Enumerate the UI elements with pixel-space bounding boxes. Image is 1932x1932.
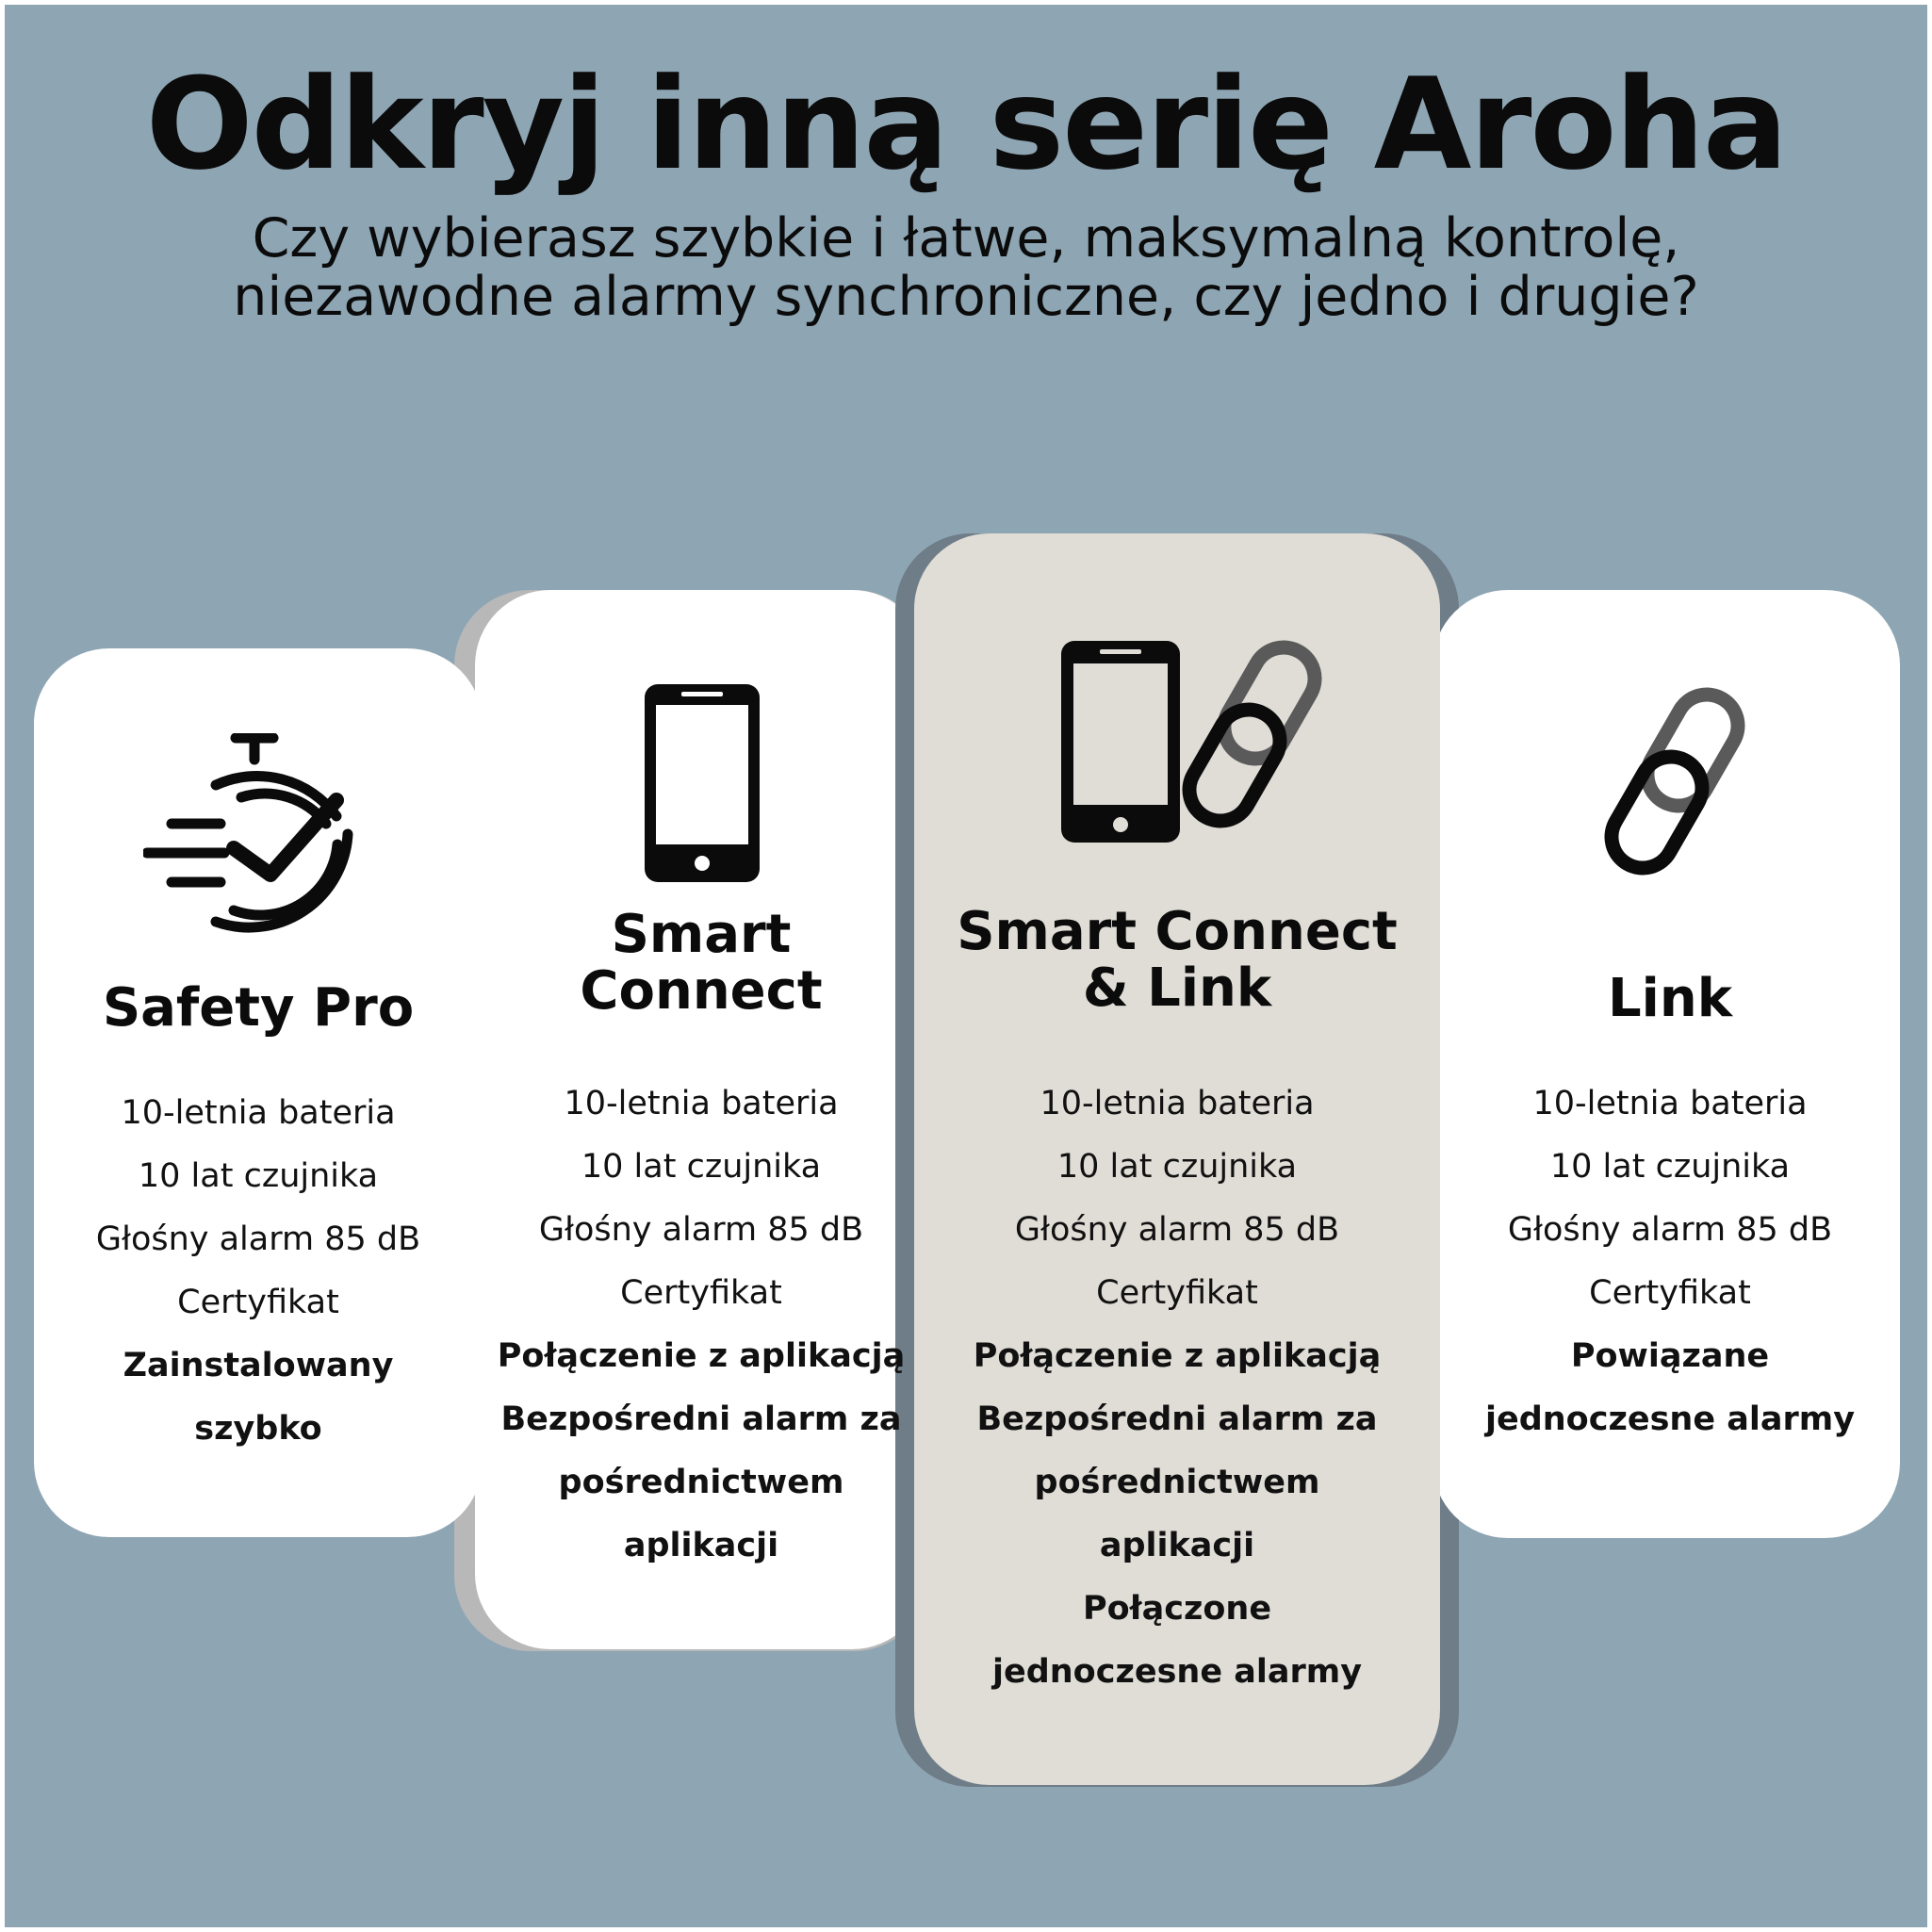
feature-item: aplikacji: [1099, 1527, 1255, 1564]
feature-item: Certyfikat: [177, 1284, 339, 1321]
feature-item: Połączenie z aplikacją: [497, 1337, 906, 1375]
card-title-line: & Link: [1082, 958, 1272, 1019]
feature-item: Głośny alarm 85 dB: [1014, 1211, 1340, 1249]
stopwatch-check-icon: [143, 733, 379, 941]
page-subtitle: [0, 209, 1932, 326]
feature-list-smart-connect: [475, 1072, 927, 1578]
feature-item: 10 lat czujnika: [1549, 1148, 1791, 1186]
page-title: Odkryj inną serię Aroha: [145, 51, 1787, 198]
card-title-line: Smart: [611, 904, 792, 965]
smartphone-link-icon: [1057, 637, 1340, 854]
feature-item: 10-letnia bateria: [564, 1085, 839, 1122]
card-content-safety-pro: [34, 648, 483, 1537]
feature-item: 10-letnia bateria: [1040, 1085, 1315, 1122]
feature-item: 10-letnia bateria: [121, 1094, 396, 1132]
feature-item: Certyfikat: [1096, 1274, 1258, 1312]
card-title-line: Link: [1608, 968, 1732, 1029]
feature-item: Bezpośredni alarm za: [976, 1400, 1378, 1438]
card-content-link: [1440, 590, 1900, 1538]
subtitle-line-2: niezawodne alarmy synchroniczne, czy jedno i drugie?: [233, 266, 1699, 328]
feature-item: 10 lat czujnika: [138, 1157, 379, 1195]
feature-item: Głośny alarm 85 dB: [1507, 1211, 1833, 1249]
subtitle-line-1: Czy wybierasz szybkie i łatwe, maksymalną kontrolę,: [252, 207, 1680, 270]
feature-item: pośrednictwem: [558, 1464, 844, 1501]
card-title-line: Safety Pro: [102, 977, 415, 1039]
card-title-link: [1440, 968, 1900, 1029]
feature-list-link: [1440, 1072, 1900, 1451]
card-title-safety-pro: [34, 977, 483, 1039]
feature-item: 10-letnia bateria: [1532, 1085, 1808, 1122]
feature-list-smart-connect-link: [914, 1072, 1440, 1704]
feature-item: Powiązane: [1570, 1337, 1770, 1375]
feature-item: 10 lat czujnika: [1056, 1148, 1298, 1186]
feature-item: jednoczesne alarmy: [991, 1653, 1363, 1691]
feature-item: Połączone: [1082, 1590, 1272, 1628]
feature-item: jednoczesne alarmy: [1484, 1400, 1856, 1438]
feature-item: Zainstalowany: [123, 1347, 394, 1384]
card-title-smart-connect: [475, 904, 927, 1022]
feature-item: 10 lat czujnika: [581, 1148, 822, 1186]
feature-item: Bezpośredni alarm za: [500, 1400, 902, 1438]
feature-item: Certyfikat: [620, 1274, 782, 1312]
card-content-smart-connect: [475, 590, 927, 1649]
feature-item: Głośny alarm 85 dB: [95, 1220, 421, 1258]
feature-item: Połączenie z aplikacją: [973, 1337, 1382, 1375]
feature-item: szybko: [194, 1410, 322, 1448]
chain-link-icon: [1578, 680, 1766, 888]
feature-item: aplikacji: [623, 1527, 779, 1564]
feature-item: pośrednictwem: [1034, 1464, 1320, 1501]
feature-list-safety-pro: [34, 1082, 483, 1461]
card-content-smart-connect-link: [914, 533, 1440, 1785]
card-title-line: Smart Connect: [957, 901, 1398, 962]
smartphone-icon: [641, 680, 763, 886]
card-title-smart-connect-link: [914, 901, 1440, 1019]
card-title-line: Connect: [580, 960, 823, 1022]
feature-item: Głośny alarm 85 dB: [538, 1211, 864, 1249]
feature-item: Certyfikat: [1589, 1274, 1751, 1312]
